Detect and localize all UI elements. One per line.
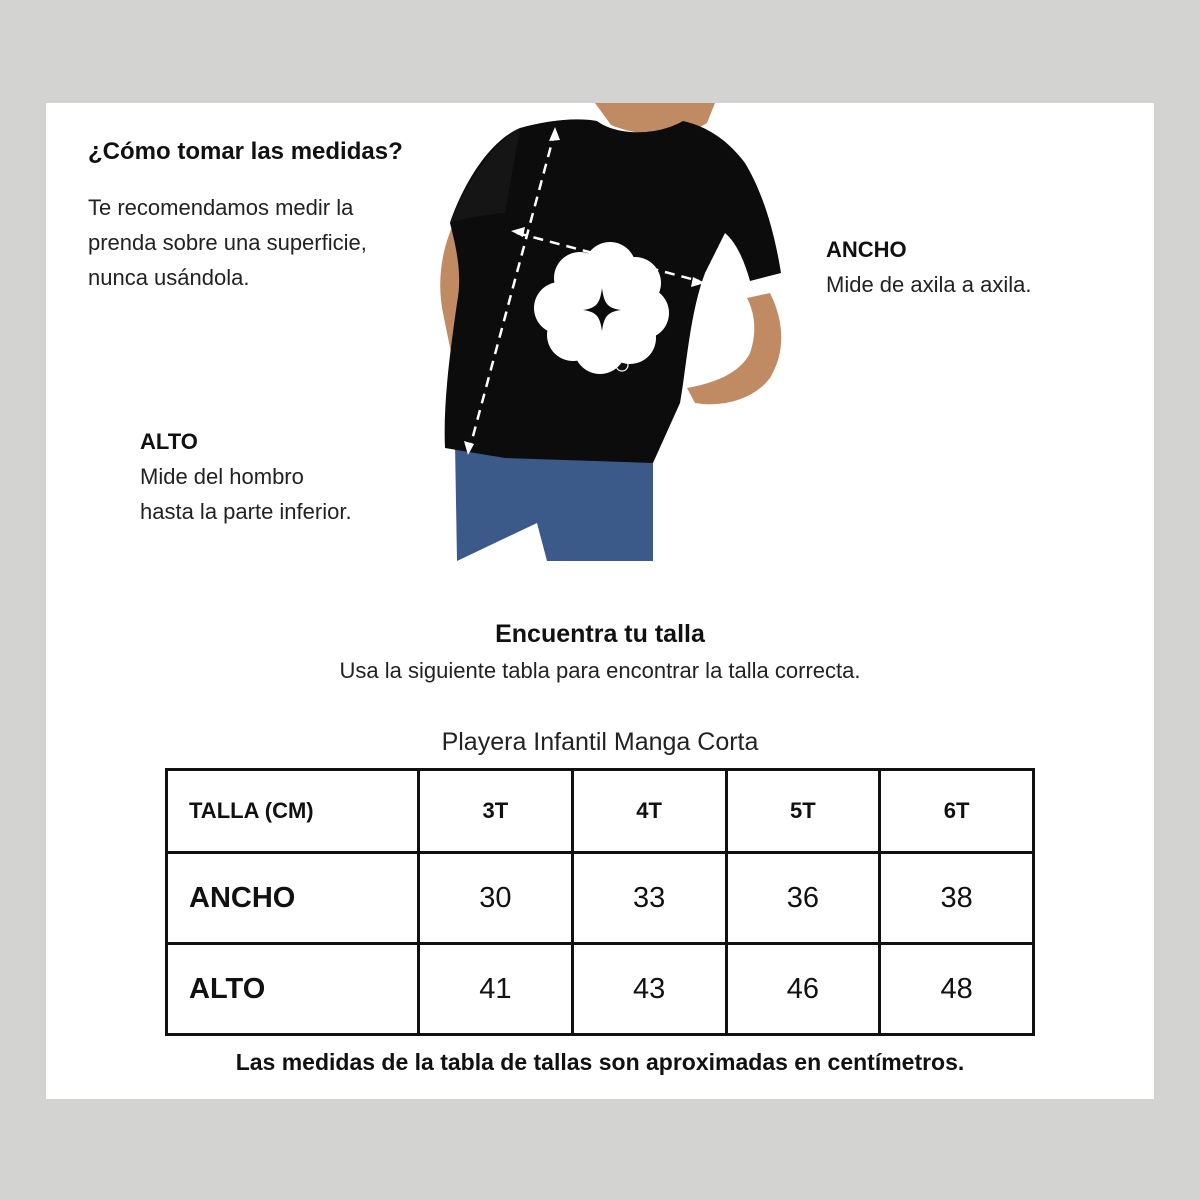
header-cell: TALLA (CM)	[167, 770, 419, 853]
row-label: ANCHO	[167, 853, 419, 944]
header-cell: 3T	[419, 770, 573, 853]
alto-desc-line: hasta la parte inferior.	[140, 499, 352, 524]
table-cell: 30	[419, 853, 573, 944]
howto-line: nunca usándola.	[88, 265, 250, 290]
table-cell: 33	[572, 853, 726, 944]
header-cell: 4T	[572, 770, 726, 853]
ancho-label: ANCHO	[826, 237, 907, 262]
table-cell: 43	[572, 944, 726, 1035]
row-label: ALTO	[167, 944, 419, 1035]
table-row	[167, 944, 1034, 1035]
howto-line: Te recomendamos medir la	[88, 195, 354, 220]
ancho-instruction	[826, 232, 1031, 302]
table-row	[167, 853, 1034, 944]
howto-text	[88, 190, 428, 295]
alto-instruction	[140, 424, 352, 529]
find-size-subtitle: Usa la siguiente tabla para encontrar la talla correcta.	[339, 658, 861, 683]
size-table	[165, 768, 1035, 1036]
header-cell: 5T	[726, 770, 880, 853]
table-cell: 46	[726, 944, 880, 1035]
table-cell: 38	[880, 853, 1034, 944]
table-cell: 41	[419, 944, 573, 1035]
ancho-desc: Mide de axila a axila.	[826, 272, 1032, 297]
howto-line: prenda sobre una superficie,	[88, 230, 367, 255]
alto-desc-line: Mide del hombro	[140, 464, 304, 489]
table-header-row	[167, 770, 1034, 853]
table-caption: Playera Infantil Manga Corta	[441, 728, 759, 756]
right-arm	[687, 293, 781, 404]
tshirt-figure	[425, 103, 795, 563]
footnote: Las medidas de la tabla de tallas son aproximadas en centímetros.	[235, 1049, 965, 1075]
find-size-title: Encuentra tu talla	[495, 620, 705, 648]
table-cell: 48	[880, 944, 1034, 1035]
alto-label: ALTO	[140, 429, 198, 454]
header-cell: 6T	[880, 770, 1034, 853]
howto-title: ¿Cómo tomar las medidas?	[88, 138, 403, 165]
table-cell: 36	[726, 853, 880, 944]
